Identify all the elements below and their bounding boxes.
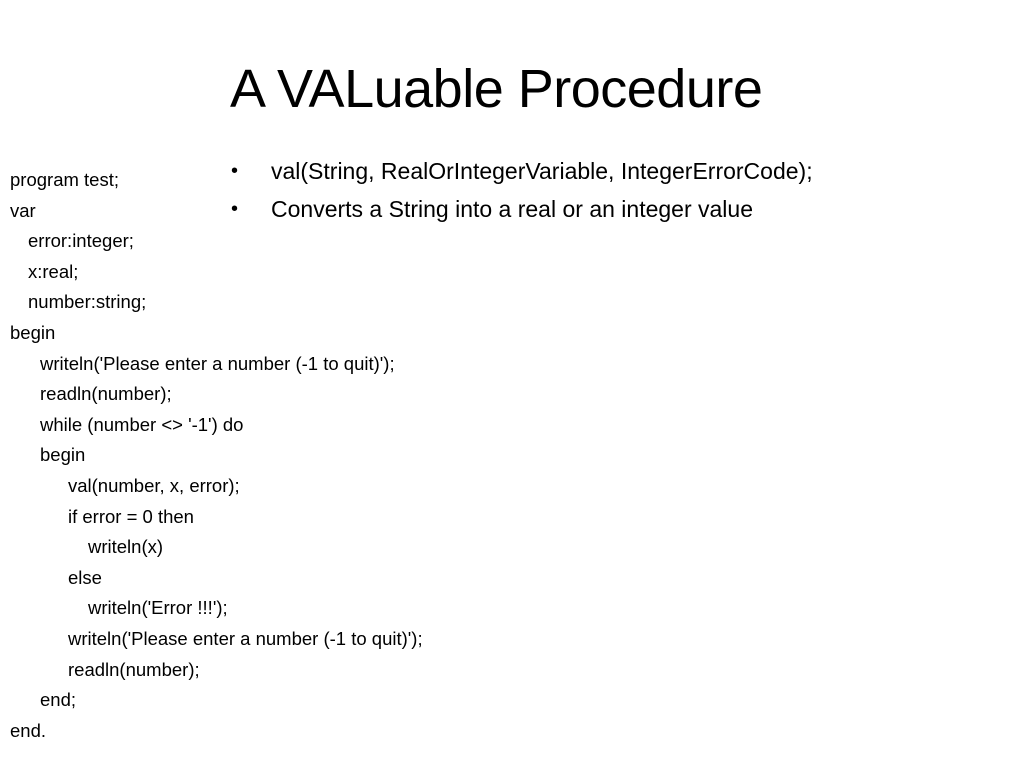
bullet-text: Converts a String into a real or an integer value bbox=[271, 196, 753, 222]
code-line: if error = 0 then bbox=[68, 505, 194, 527]
slide-title: A VALuable Procedure bbox=[230, 59, 763, 119]
code-line: end. bbox=[10, 719, 47, 741]
code-line: readln(number); bbox=[68, 658, 200, 680]
code-line: else bbox=[68, 566, 102, 588]
bullet-text: val(String, RealOrIntegerVariable, IntegerErrorCode); bbox=[271, 158, 813, 184]
code-line: program test; bbox=[10, 169, 119, 190]
code-line: end; bbox=[40, 689, 77, 711]
code-line: val(number, x, error); bbox=[68, 474, 240, 496]
code-listing bbox=[10, 165, 423, 746]
bullet-dot-icon: • bbox=[231, 198, 239, 220]
code-line: var bbox=[10, 199, 36, 221]
code-line: number:string; bbox=[28, 291, 147, 313]
code-line: begin bbox=[10, 321, 56, 343]
code-line: writeln(x) bbox=[88, 536, 164, 558]
code-line: x:real; bbox=[28, 260, 79, 282]
code-line: while (number <> '-1') do bbox=[40, 413, 244, 435]
code-line: readln(number); bbox=[40, 383, 172, 405]
code-line: error:integer; bbox=[28, 230, 134, 252]
bullet-dot-icon: • bbox=[231, 160, 239, 182]
code-line: writeln('Please enter a number (-1 to quit)'); bbox=[68, 627, 423, 649]
code-line: begin bbox=[40, 444, 86, 466]
code-line: writeln('Please enter a number (-1 to quit)'); bbox=[40, 352, 395, 374]
code-line: writeln('Error !!!'); bbox=[88, 597, 228, 619]
